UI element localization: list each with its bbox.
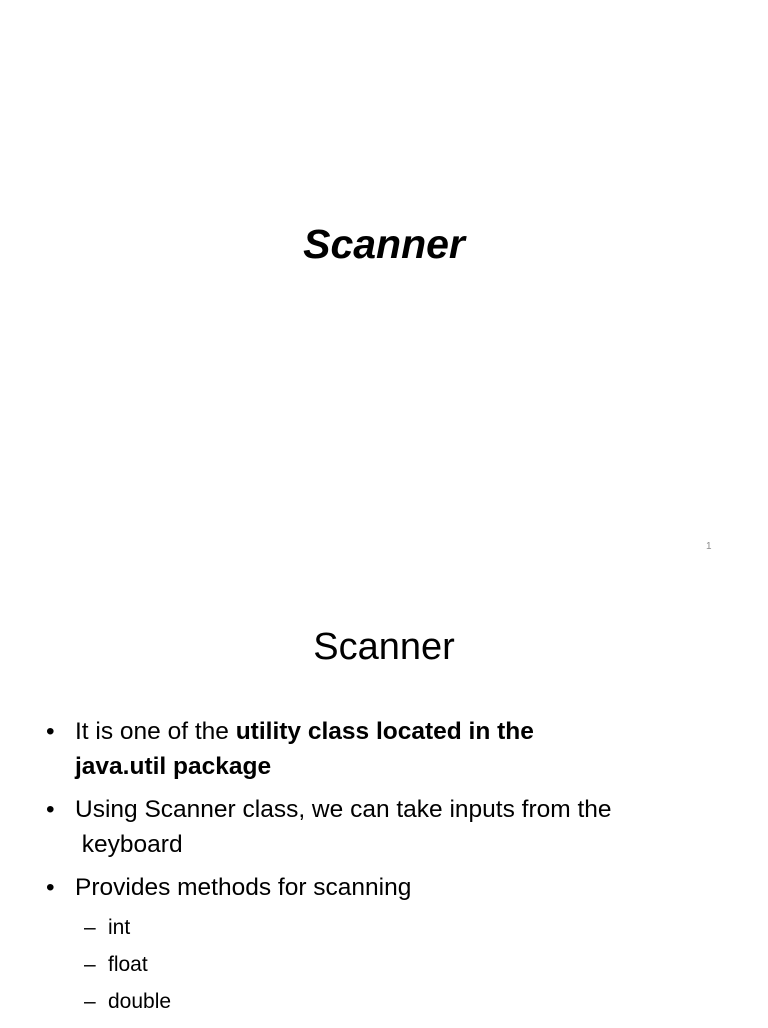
sub-bullet-text: double	[108, 990, 172, 1013]
slide-2-title: Scanner	[313, 626, 455, 668]
bullet-text-line-1: Using Scanner class, we can take inputs from the	[75, 796, 612, 823]
page-number: 1	[706, 541, 712, 552]
sub-bullet-item-double	[40, 983, 720, 1020]
bullet-item-utility-class	[40, 714, 720, 784]
sub-bullet-item-float	[40, 946, 720, 983]
bullet-text: It is one of the	[75, 718, 236, 745]
bullet-text: Provides methods for scanning	[75, 874, 412, 901]
bullet-marker: •	[46, 796, 55, 823]
bullet-text-bold-package: java.util package	[75, 753, 272, 780]
bullet-marker: •	[46, 874, 55, 901]
dash-marker: –	[84, 916, 96, 939]
bullet-marker: •	[46, 718, 55, 745]
sub-bullet-text: float	[108, 953, 148, 976]
slide-2	[0, 576, 768, 1024]
slide-1-title: Scanner	[303, 221, 465, 267]
sub-bullet-text: int	[108, 916, 131, 939]
bullet-list	[40, 714, 720, 1028]
dash-marker: –	[84, 953, 96, 976]
dash-marker: –	[84, 990, 96, 1013]
bullet-item-scanning-methods	[40, 870, 720, 1020]
sub-bullet-list	[75, 909, 720, 1020]
bullet-text-line-2: keyboard	[75, 831, 183, 858]
bullet-item-keyboard-input	[40, 792, 720, 862]
bullet-text-bold: utility class located in the	[235, 718, 534, 745]
sub-bullet-item-int	[40, 909, 720, 946]
